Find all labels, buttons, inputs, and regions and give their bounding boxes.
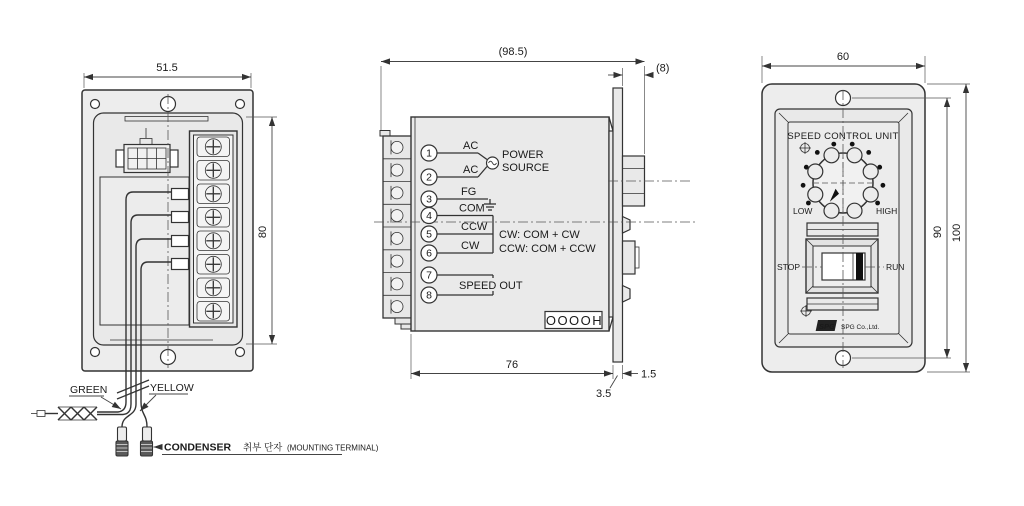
dim-back-width: 51.5	[156, 62, 178, 74]
dim-gap: 1.5	[641, 368, 657, 381]
dim-front-height-outer: 100	[951, 223, 963, 243]
speed-out-label: SPEED OUT	[459, 280, 523, 292]
power-source-line2: SOURCE	[502, 162, 550, 174]
dim-front-width: 60	[836, 51, 850, 63]
corner-hole	[91, 348, 100, 357]
condenser-label-en: CONDENSER	[164, 441, 232, 454]
switch-back	[623, 241, 636, 274]
terminal-label-fg: FG	[461, 186, 477, 198]
terminal-label-cw: CW	[461, 240, 480, 252]
power-source-symbol	[487, 157, 499, 169]
side-terminal-block	[380, 131, 413, 330]
knob-low-label: LOW	[793, 206, 813, 216]
terminal-label-ac2: AC	[463, 164, 479, 176]
switch-run-label: RUN	[886, 262, 905, 272]
dim-plate: 3.5	[596, 388, 612, 400]
back-view	[31, 62, 379, 456]
back-terminal-block	[190, 131, 238, 327]
corner-hole	[236, 100, 245, 109]
knob-high-label: HIGH	[876, 206, 898, 216]
green-wire-label: GREEN	[70, 384, 108, 396]
condenser-terminal	[141, 427, 153, 456]
dim-body: 76	[505, 359, 519, 371]
mounting-clip	[623, 217, 631, 234]
brand-text: SPG Co.,Ltd.	[841, 324, 880, 331]
dim-shaft: (8)	[656, 62, 670, 75]
side-view	[374, 46, 697, 400]
terminal-no: 8	[426, 289, 432, 302]
terminal-no: 1	[426, 147, 432, 160]
mounting-clip	[623, 286, 631, 303]
cw-note: CW: COM + CW	[499, 229, 580, 241]
yellow-wire-label: YELLOW	[150, 382, 194, 394]
terminal-no: 4	[426, 210, 432, 222]
dim-front-height-inner: 90	[932, 225, 944, 239]
front-title: SPEED CONTROL UNIT	[787, 131, 899, 142]
run-stop-switch[interactable]	[806, 239, 878, 293]
terminal-no: 2	[426, 171, 432, 184]
terminal-no: 5	[426, 228, 432, 241]
model-badge-text: OOOOH	[545, 313, 604, 328]
terminal-no: 7	[426, 269, 432, 282]
condenser-label-kr: 취부 단자	[243, 442, 283, 454]
dim-back-height: 80	[257, 225, 269, 239]
terminal-label-ac1: AC	[463, 140, 479, 152]
terminal-label-com: COM	[459, 202, 485, 215]
terminal-no: 6	[426, 247, 432, 260]
dim-total-width: (98.5)	[498, 46, 528, 58]
condenser-label-paren: (MOUNTING TERMINAL)	[287, 443, 379, 453]
front-view	[762, 51, 970, 372]
spg-logo-text: SPG	[819, 322, 835, 331]
corner-hole	[236, 348, 245, 357]
rocker-mark	[856, 253, 863, 280]
terminal-no: 3	[426, 193, 432, 206]
twisted-pair	[31, 407, 97, 420]
corner-hole	[91, 100, 100, 109]
condenser-terminal	[116, 427, 128, 456]
switch-stop-label: STOP	[777, 262, 800, 272]
ccw-note: CCW: COM + CCW	[499, 243, 596, 255]
power-source-line1: POWER	[502, 149, 544, 161]
terminal-label-ccw: CCW	[461, 221, 488, 233]
front-plate	[613, 88, 623, 362]
external-wiring	[31, 402, 153, 456]
